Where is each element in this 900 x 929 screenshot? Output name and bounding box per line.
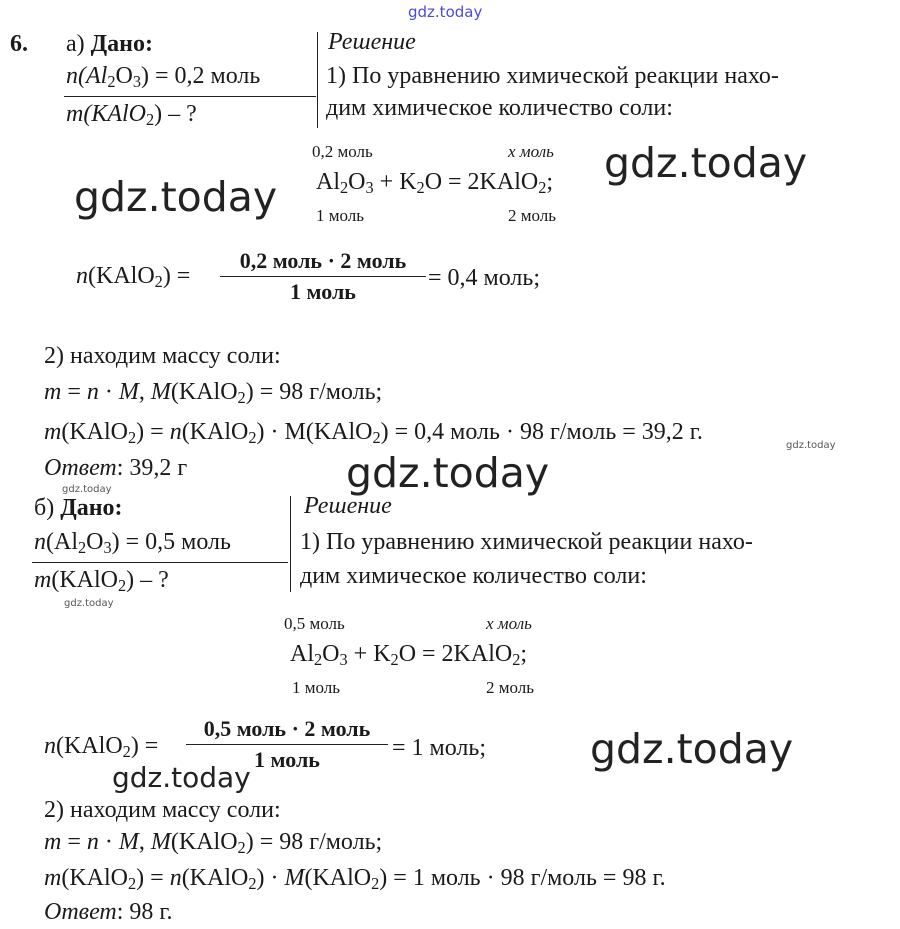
part-a-dano: Дано: bbox=[90, 31, 153, 57]
part-a-calc-numerator: 0,2 моль · 2 моль bbox=[239, 248, 407, 273]
part-a-vertical-divider bbox=[317, 32, 318, 128]
part-a-eq-above-right: x моль bbox=[508, 142, 554, 161]
part-b-given-n: $n(Al_2O_3) = 0,5$ моль bbox=[34, 529, 231, 558]
part-a-given-n: $n(Al_2O_3) = 0,2$ моль bbox=[66, 63, 261, 92]
part-b-calc-result: = 1 моль; bbox=[392, 735, 486, 761]
part-a-calc-denominator: 1 моль bbox=[290, 279, 356, 304]
part-b-step2: 2) находим массу соли: bbox=[44, 797, 281, 823]
part-a-eq-below-right: 2 моль bbox=[508, 206, 557, 225]
part-b-eq-below-left: 1 моль bbox=[292, 678, 341, 697]
part-b-step1-line1: 1) По уравнению химической реакции нахо- bbox=[300, 529, 753, 555]
part-b-answer: Ответ: 98 г. bbox=[44, 899, 173, 925]
watermark-b2: gdz.today bbox=[112, 761, 251, 794]
part-a-letter: а) bbox=[66, 31, 85, 57]
part-b-label bbox=[34, 494, 123, 522]
part-b-given-divider bbox=[32, 562, 288, 563]
part-a-given-m: m(KAlO$_2$) – ? bbox=[66, 101, 197, 130]
part-b-calc-numerator: 0,5 моль · 2 моль bbox=[203, 716, 371, 741]
part-b-eq-above-right: x моль bbox=[486, 614, 532, 633]
part-b-letter: б) bbox=[34, 495, 55, 521]
part-b-calc-bar bbox=[186, 744, 388, 745]
part-a-mass-formula: m = n · M, M(KAlO$_2$) = 98 г/моль; bbox=[44, 379, 383, 408]
part-a-calc-fraction bbox=[220, 248, 426, 305]
watermark-small-b1: gdz.today bbox=[64, 598, 114, 609]
part-b-calc-denominator: 1 моль bbox=[254, 747, 320, 772]
part-a-answer: Ответ: 39,2 г bbox=[44, 455, 188, 481]
part-b-dano: Дано: bbox=[60, 495, 123, 521]
watermark-a3: gdz.today bbox=[346, 449, 550, 497]
part-b-given-m: m(KAlO$_2$) – ? bbox=[34, 567, 169, 596]
part-b-eq-above-left: 0,5 моль bbox=[284, 614, 345, 633]
part-a-eq-above-left: 0,2 моль bbox=[312, 142, 373, 161]
problem-number: 6. bbox=[10, 31, 28, 57]
part-a-reshenie: Решение bbox=[328, 29, 416, 55]
part-a-calc-bar bbox=[220, 276, 426, 277]
part-b-reshenie: Решение bbox=[304, 493, 392, 519]
part-a-equation: $Al_2O_3 + K_2O$ = 2KAlO$_2$; bbox=[316, 169, 554, 198]
watermark-small-a2: gdz.today bbox=[62, 484, 112, 495]
part-a-calc-result: = 0,4 моль; bbox=[428, 265, 540, 291]
part-a-calc-lhs: n(KAlO$_2$) = bbox=[76, 263, 191, 292]
part-a-step2: 2) находим массу соли: bbox=[44, 343, 281, 369]
watermark-a1: gdz.today bbox=[74, 173, 278, 221]
part-b-equation: $Al_2O_3 + K_2O$ = 2KAlO$_2$; bbox=[290, 641, 528, 670]
part-b-step1-line2: дим химическое количество соли: bbox=[300, 563, 647, 589]
part-a-eq-below-left: 1 моль bbox=[316, 206, 365, 225]
watermark-a2: gdz.today bbox=[604, 139, 808, 187]
part-b-calc-lhs: n(KAlO$_2$) = bbox=[44, 733, 159, 762]
part-b-mass-calc: m(KAlO$_2$) = n(KAlO$_2$) · M(KAlO$_2$) = 1 моль · 98 г/моль = 98 г. bbox=[44, 865, 666, 894]
watermark-top: gdz.today bbox=[408, 3, 483, 21]
part-b-mass-formula: m = n · M, M(KAlO$_2$) = 98 г/моль; bbox=[44, 829, 383, 858]
part-b-eq-below-right: 2 моль bbox=[486, 678, 535, 697]
part-a-given-divider bbox=[64, 96, 316, 97]
watermark-small-a1: gdz.today bbox=[786, 440, 836, 451]
watermark-b1: gdz.today bbox=[590, 725, 794, 773]
part-a-mass-calc: m(KAlO$_2$) = n(KAlO$_2$) · M(KAlO$_2$) = 0,4 моль · 98 г/моль = 39,2 г. bbox=[44, 419, 703, 448]
part-b-vertical-divider bbox=[290, 496, 291, 592]
part-a-label bbox=[66, 30, 153, 58]
part-a-step1-line2: дим химическое количество соли: bbox=[326, 95, 673, 121]
part-a-step1-line1: 1) По уравнению химической реакции нахо- bbox=[326, 63, 779, 89]
